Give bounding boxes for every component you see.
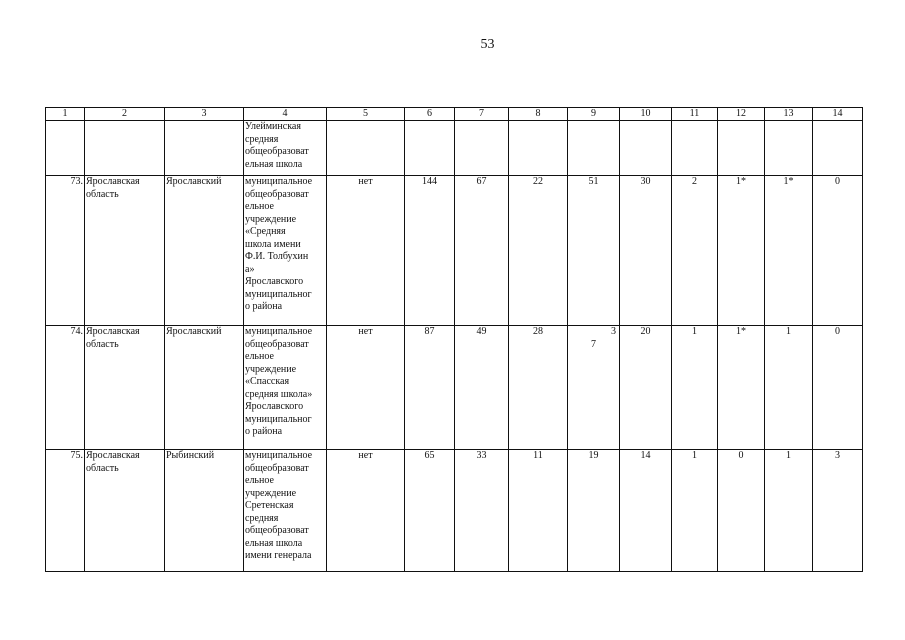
table-row [46,450,863,572]
cell-12: 0 [718,450,765,572]
cell-12: 1* [718,326,765,450]
row-number: 74. [46,326,85,450]
header-cell: 12 [718,108,765,121]
header-cell: 1 [46,108,85,121]
org-name-cell: муниципальное общеобразоват ельное учреждение «Средняя школа имени Ф.И. Толбухин а» Ярославского муниципальног о района [244,176,327,326]
region-cell: Ярославская область [85,176,165,326]
table-row [46,176,863,326]
cell-9: 51 [568,176,620,326]
cell-10: 20 [620,326,672,450]
district-cell: Ярославский [165,176,244,326]
cell-9: 19 [568,450,620,572]
cell-8: 22 [509,176,568,326]
header-cell: 10 [620,108,672,121]
cell-7: 33 [455,450,509,572]
cell-13: 1* [765,176,813,326]
cell-7: 49 [455,326,509,450]
cell-11: 1 [672,450,718,572]
cell-11: 2 [672,176,718,326]
page-number: 53 [480,37,495,52]
header-cell: 9 [568,108,620,121]
cell-14: 0 [813,176,863,326]
header-cell: 7 [455,108,509,121]
cell-8: 11 [509,450,568,572]
cell-14: 3 [813,450,863,572]
header-cell: 5 [327,108,405,121]
table-row [46,121,863,176]
cell-10: 14 [620,450,672,572]
district-cell: Ярославский [165,326,244,450]
cell-5: нет [327,176,405,326]
header-cell: 6 [405,108,455,121]
header-cell: 14 [813,108,863,121]
org-name-cell: муниципальное общеобразоват ельное учреждение «Спасская средняя школа» Ярославского муниципальног о района [244,326,327,450]
header-cell: 11 [672,108,718,121]
row-number: 75. [46,450,85,572]
row-number: 73. [46,176,85,326]
cell-6: 144 [405,176,455,326]
cell-11: 1 [672,326,718,450]
header-cell: 4 [244,108,327,121]
cell-12: 1* [718,176,765,326]
table-row [46,326,863,450]
org-name-cell: Улейминская средняя общеобразоват ельная школа [244,121,327,176]
cell-13: 1 [765,326,813,450]
cell-6: 87 [405,326,455,450]
cell-10: 30 [620,176,672,326]
region-cell: Ярославская область [85,450,165,572]
cell-9: 3 7 [568,326,620,450]
cell-14: 0 [813,326,863,450]
header-cell: 8 [509,108,568,121]
region-cell: Ярославская область [85,326,165,450]
district-cell: Рыбинский [165,450,244,572]
cell-13: 1 [765,450,813,572]
cell-5: нет [327,450,405,572]
header-cell: 2 [85,108,165,121]
data-table [45,107,863,572]
header-cell: 3 [165,108,244,121]
cell-6: 65 [405,450,455,572]
org-name-cell: муниципальное общеобразоват ельное учреждение Сретенская средняя общеобразоват ельная школа имени генерала [244,450,327,572]
cell-8: 28 [509,326,568,450]
cell-5: нет [327,326,405,450]
cell-7: 67 [455,176,509,326]
header-cell: 13 [765,108,813,121]
header-row [46,108,863,121]
